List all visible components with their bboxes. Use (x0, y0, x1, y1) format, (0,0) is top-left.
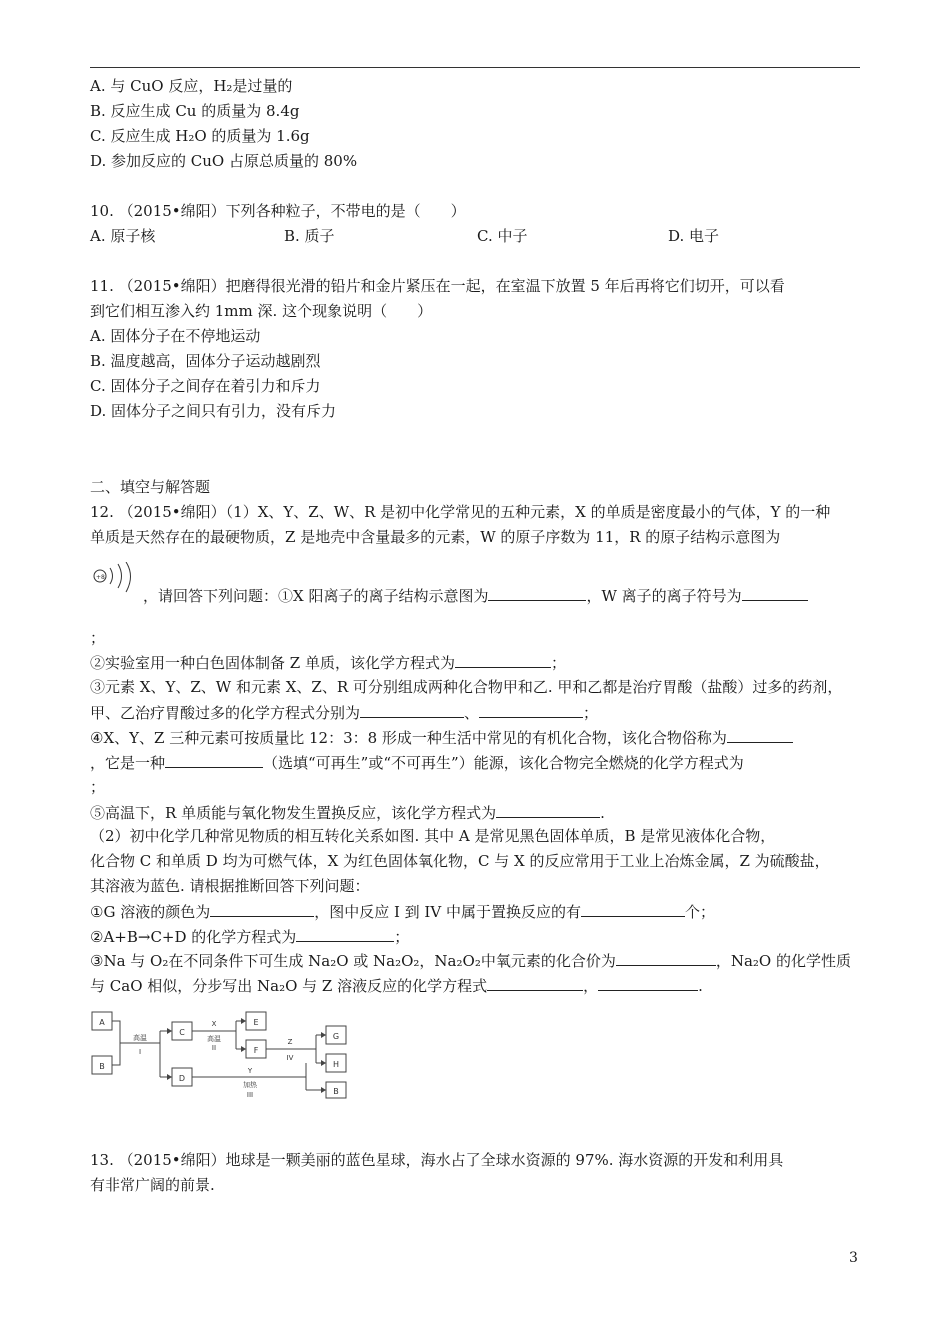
blank-common-name[interactable] (727, 727, 793, 743)
q12-line7-end: ； (583, 704, 599, 722)
q12-line11-text: ⑤高温下，R 单质能与氧化物发生置换反应，该化学方程式为 (90, 804, 497, 822)
node-h: H (332, 1060, 340, 1069)
blank-z-equation[interactable] (455, 652, 551, 668)
blank-na2o-eq2[interactable] (598, 975, 698, 991)
blank-w-ion-symbol[interactable] (742, 585, 808, 601)
q12-line15-text-b: ，图中反应 I 到 IV 中属于置换反应的有 (314, 903, 581, 921)
q12-line18 (90, 975, 703, 996)
blank-replacement-count[interactable] (581, 901, 685, 917)
label-roman-2: II (211, 1044, 217, 1052)
node-d: D (178, 1074, 186, 1083)
q12-line17 (90, 950, 851, 971)
q12-line3-text-b: ，W 离子的离子符号为 (586, 587, 742, 605)
q11-stem-line2: 到它们相互渗入约 1mm 深. 这个现象说明（ ） (90, 302, 433, 320)
node-b2: B (333, 1087, 339, 1096)
q12-line16-text: ②A+B→C+D 的化学方程式为 (90, 928, 297, 946)
q12-line7-sep: 、 (464, 704, 480, 722)
q11-option-b: B. 温度越高，固体分子运动越剧烈 (90, 352, 321, 370)
label-jiare: 加热 (243, 1081, 257, 1089)
label-y: Y (247, 1067, 253, 1075)
blank-renewable[interactable] (165, 752, 263, 768)
blank-r-equation[interactable] (496, 802, 600, 818)
q12-line8-text: ④X、Y、Z 三种元素可按质量比 12：3：8 形成一种生活中常见的有机化合物，该化合物俗称为 (90, 729, 727, 747)
q12-line1: 12. （2015•绵阳）（1）X、Y、Z、W、R 是初中化学常见的五种元素，X 的单质是密度最小的气体，Y 的一种 (90, 503, 831, 521)
q13-line1: 13. （2015•绵阳）地球是一颗美丽的蓝色星球，海水占了全球水资源的 97%. 海水资源的开发和利用具 (90, 1151, 784, 1169)
q12-line3-text-a: ，请回答下列问题：①X 阳离子的离子结构示意图为 (143, 587, 489, 605)
q12-line18-sep: ， (583, 977, 599, 995)
label-roman-3: III (246, 1091, 254, 1099)
q12-line18-end: . (698, 977, 703, 995)
q12-line10: ； (90, 778, 106, 796)
svg-text:+8: +8 (96, 574, 105, 581)
q12-line2: 单质是天然存在的最硬物质，Z 是地壳中含量最多的元素，W 的原子序数为 11，R 的原子结构示意图为 (90, 528, 781, 546)
label-x: X (211, 1020, 217, 1028)
q10-stem: 10. （2015•绵阳）下列各种粒子，不带电的是（ ） (90, 202, 466, 220)
q13-line2: 有非常广阔的前景. (90, 1176, 215, 1194)
atom-structure-icon (90, 562, 138, 594)
q9-option-a: A. 与 CuO 反应，H₂是过量的 (90, 77, 293, 95)
q12-line17-text-b: ，Na₂O 的化学性质 (715, 952, 851, 970)
label-roman-4: IV (286, 1054, 294, 1062)
q12-line7 (90, 702, 598, 723)
q12-line17-text-a: ③Na 与 O₂在不同条件下可生成 Na₂O 或 Na₂O₂，Na₂O₂中氧元素的化合价为 (90, 952, 616, 970)
q12-line11-end: . (600, 804, 605, 822)
q12-line15-text-a: ①G 溶液的颜色为 (90, 903, 211, 921)
blank-g-color[interactable] (210, 901, 314, 917)
q9-option-c: C. 反应生成 H₂O 的质量为 1.6g (90, 127, 310, 145)
q12-line9 (90, 752, 744, 773)
q10-option-b: B. 质子 (284, 227, 335, 245)
q12-line15-end: 个； (684, 903, 715, 921)
blank-jia-equation[interactable] (360, 702, 464, 718)
page-number: 3 (849, 1250, 858, 1266)
q10-option-d: D. 电子 (668, 227, 720, 245)
label-roman-1: I (138, 1048, 142, 1056)
blank-na2o-eq1[interactable] (487, 975, 583, 991)
q12-line4: ； (90, 629, 106, 647)
q12-line5-end: ； (550, 654, 566, 672)
q10-option-a: A. 原子核 (90, 227, 156, 245)
q12-line9-text-a: ，它是一种 (90, 754, 166, 772)
q12-line16-end: ； (394, 928, 410, 946)
q12-line3 (143, 585, 808, 606)
q12-line6: ③元素 X、Y、Z、W 和元素 X、Z、R 可分别组成两种化合物甲和乙. 甲和乙都是治疗胃酸（盐酸）过多的药剂， (90, 678, 843, 696)
node-c: C (179, 1028, 185, 1037)
node-b: B (99, 1062, 105, 1071)
q12-line18-text: 与 CaO 相似，分步写出 Na₂O 与 Z 溶液反应的化学方程式 (90, 977, 488, 995)
label-gaowen-1: 高温 (133, 1034, 147, 1042)
node-e: E (253, 1018, 259, 1027)
q12-line16 (90, 926, 409, 947)
q12-line11 (90, 802, 605, 823)
node-g: G (332, 1032, 340, 1041)
q11-option-c: C. 固体分子之间存在着引力和斥力 (90, 377, 321, 395)
q11-option-a: A. 固体分子在不停地运动 (90, 327, 261, 345)
node-a: A (99, 1018, 105, 1027)
q11-stem-line1: 11. （2015•绵阳）把磨得很光滑的铅片和金片紧压在一起，在室温下放置 5 年后再将它们切开，可以看 (90, 277, 785, 295)
blank-ab-equation[interactable] (296, 926, 394, 942)
q12-line5-text: ②实验室用一种白色固体制备 Z 单质，该化学方程式为 (90, 654, 455, 672)
q11-option-d: D. 固体分子之间只有引力，没有斥力 (90, 402, 337, 420)
node-f: F (253, 1046, 259, 1055)
blank-x-ion-diagram[interactable] (488, 585, 586, 601)
conversion-diagram (90, 1010, 352, 1100)
q12-line13: 化合物 C 和单质 D 均为可燃气体，X 为红色固体氧化物，C 与 X 的反应常用于工业上冶炼金属，Z 为硫酸盐， (90, 852, 830, 870)
blank-oxygen-valence[interactable] (616, 950, 716, 966)
q12-line15 (90, 901, 715, 922)
q9-option-d: D. 参加反应的 CuO 占原总质量的 80% (90, 152, 358, 170)
q12-line9-text-b: （选填“可再生”或“不可再生”）能源，该化合物完全燃烧的化学方程式为 (263, 754, 744, 772)
section-heading: 二、填空与解答题 (90, 478, 211, 496)
label-z: Z (287, 1038, 293, 1046)
header-rule (90, 67, 860, 68)
q12-line7-text: 甲、乙治疗胃酸过多的化学方程式分别为 (90, 704, 361, 722)
q10-option-c: C. 中子 (477, 227, 528, 245)
q12-line14: 其溶液为蓝色. 请根据推断回答下列问题： (90, 877, 370, 895)
q12-line5 (90, 652, 566, 673)
blank-yi-equation[interactable] (479, 702, 583, 718)
label-gaowen-2: 高温 (207, 1035, 221, 1043)
q12-line12: （2）初中化学几种常见物质的相互转化关系如图. 其中 A 是常见黑色固体单质，B 是常见液体化合物， (90, 827, 776, 845)
q12-line8 (90, 727, 793, 748)
q9-option-b: B. 反应生成 Cu 的质量为 8.4g (90, 102, 300, 120)
